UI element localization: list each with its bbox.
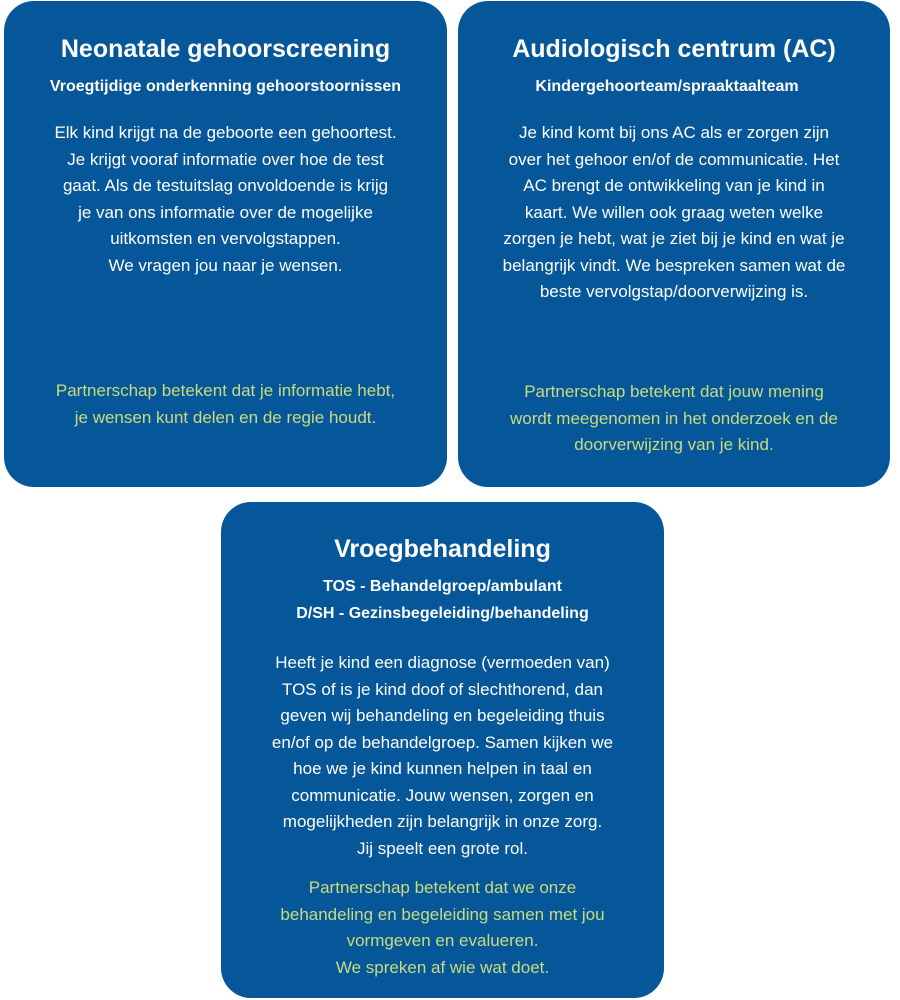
partnership-text: Partnerschap betekent dat jouw mening wordt meegenomen in het onderzoek en de doorverwijzing van je kind. (510, 382, 838, 454)
card-early-treatment (221, 502, 664, 998)
card-body-text: Heeft je kind een diagnose (vermoeden van) TOS of is je kind doof of slechthorend, dan geven wij behandeling en begeleiding thuis en/of op de behandelgroep. Samen kijken we hoe we je kind kunnen helpen in taal en communicatie. Jouw wensen, zorgen en mogelijkheden zijn belangrijk in onze zorg. Jij speelt een grote rol. (271, 653, 614, 858)
card-body-text: Je kind komt bij ons AC als er zorgen zijn over het gehoor en/of de communicatie. Het AC brengt de ontwikkeling van je kind in kaart. We willen ook graag weten welke zorgen je hebt, wat je ziet bij je kind en wat je belangrijk vindt. We bespreken samen wat de beste vervolgstap/doorverwijzing is. (502, 123, 846, 301)
card-neonatal-screening (4, 1, 447, 487)
card-title: Audiologisch centrum (AC) (512, 35, 836, 63)
card-title: Vroegbehandeling (334, 535, 551, 563)
card-subtitle: Vroegtijdige onderkenning gehoorstoornissen (49, 78, 402, 95)
partnership-text: Partnerschap betekent dat we onze behandeling en begeleiding samen met jou vormgeven en evalueren. We spreken af wie wat doet. (280, 878, 605, 977)
partnership-text: Partnerschap betekent dat je informatie hebt, je wensen kunt delen en de regie houdt. (55, 381, 396, 427)
card-subtitle: Kindergehoorteam/spraaktaalteam (535, 78, 799, 95)
card-title: Neonatale gehoorscreening (60, 35, 391, 63)
card-body-text: Elk kind krijgt na de geboorte een gehoortest. Je krijgt vooraf informatie over hoe de test gaat. Als de testuitslag onvoldoende is krijg je van ons informatie over de mogelijke uitkomsten en vervolgstappen. We vragen jou naar je wensen. (54, 123, 397, 275)
card-audiological-centre (458, 1, 890, 487)
card-subtitle: TOS - Behandelgroep/ambulant D/SH - Gezinsbegeleiding/behandeling (296, 578, 589, 622)
